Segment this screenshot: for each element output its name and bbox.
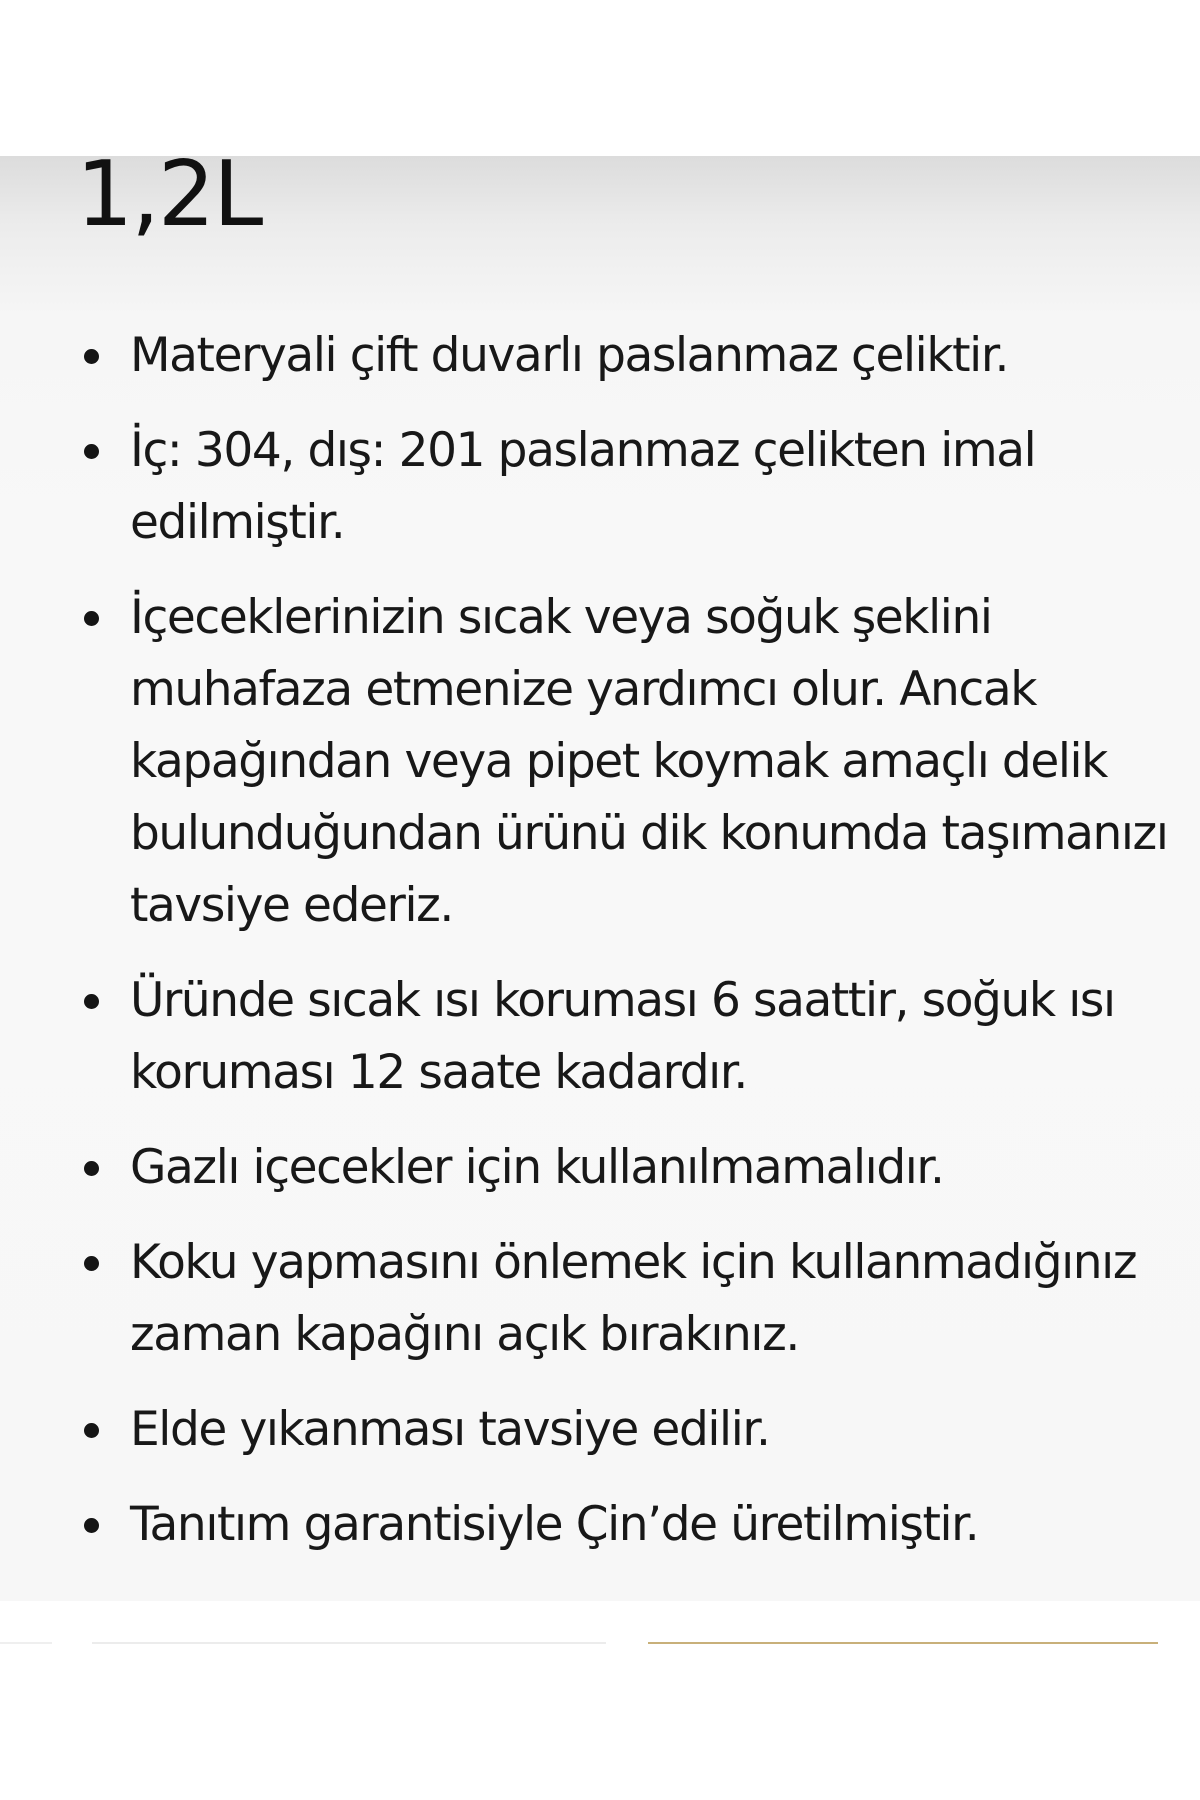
feature-item [0, 582, 1200, 942]
feature-item [0, 1132, 1200, 1204]
divider-segment [92, 1642, 606, 1644]
feature-text: Elde yıkanması tavsiye edilir. [130, 1402, 770, 1457]
bullet-icon [84, 1518, 99, 1533]
bullet-icon [84, 1161, 99, 1176]
feature-text: İçeceklerinizin sıcak veya soğuk şeklini muhafaza etmenize yardımcı olur. Ancak kapağından veya pipet koymak amaçlı delik bulunduğundan ürünü dik konumda taşımanızı tavsiye ederiz. [130, 590, 1168, 933]
bullet-icon [84, 611, 99, 626]
feature-text: Gazlı içecekler için kullanılmamalıdır. [130, 1140, 944, 1195]
bullet-icon [84, 444, 99, 459]
feature-text: Üründe sıcak ısı koruması 6 saattir, soğuk ısı koruması 12 saate kadardır. [130, 973, 1115, 1100]
feature-item [0, 1227, 1200, 1371]
feature-item [0, 1489, 1200, 1561]
footer-divider [0, 1642, 1200, 1645]
bullet-icon [84, 349, 99, 364]
feature-text: İç: 304, dış: 201 paslanmaz çelikten imal edilmiştir. [130, 423, 1036, 550]
bullet-icon [84, 994, 99, 1009]
capacity-title: 1,2L [76, 142, 262, 247]
feature-item [0, 415, 1200, 559]
feature-item [0, 320, 1200, 392]
feature-item [0, 1394, 1200, 1466]
feature-list [0, 320, 1200, 1584]
feature-text: Koku yapmasını önlemek için kullanmadığınız zaman kapağını açık bırakınız. [130, 1235, 1137, 1362]
divider-segment [0, 1642, 52, 1644]
bullet-icon [84, 1256, 99, 1271]
accent-divider [648, 1642, 1158, 1644]
feature-item [0, 965, 1200, 1109]
feature-text: Tanıtım garantisiyle Çin’de üretilmiştir. [130, 1497, 979, 1552]
bullet-icon [84, 1423, 99, 1438]
feature-text: Materyali çift duvarlı paslanmaz çeliktir. [130, 328, 1008, 383]
